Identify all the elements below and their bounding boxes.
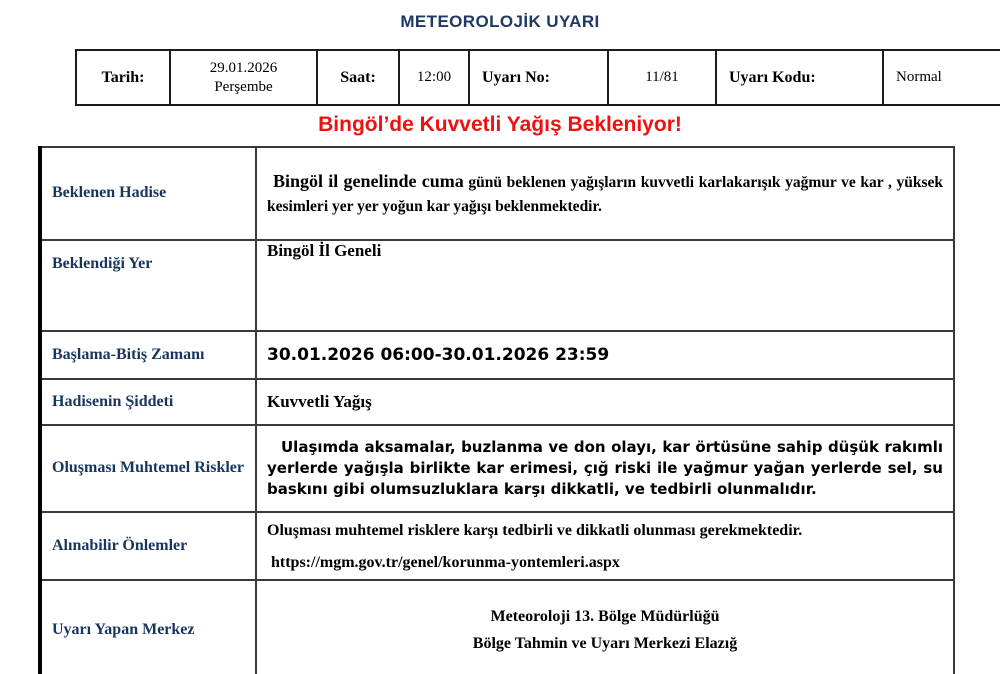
page-title: METEOROLOJİK UYARI	[400, 12, 600, 31]
severity-value	[256, 379, 954, 425]
date-value	[170, 50, 317, 105]
expected-place-text: Bingöl İl Geneli	[267, 241, 382, 260]
time-value: 12:00	[399, 50, 469, 105]
severity-text: Kuvvetli Yağış	[267, 392, 372, 411]
header-row	[76, 50, 1000, 105]
row-severity	[40, 379, 954, 425]
issuing-center-line2: Bölge Tahmin ve Uyarı Merkezi Elazığ	[472, 635, 738, 652]
expected-event-text	[267, 168, 943, 220]
severity-label: Hadisenin Şiddeti	[40, 379, 256, 425]
expected-event-label: Beklenen Hadise	[40, 147, 256, 240]
header-info-table	[75, 49, 1000, 106]
expected-event-text-lead: Bingöl il genelinde cuma	[273, 170, 464, 191]
issuing-center-value	[256, 580, 954, 674]
start-end-time-value	[256, 331, 954, 379]
issuing-center-label: Uyarı Yapan Merkez	[40, 580, 256, 674]
possible-risks-text: Ulaşımda aksamalar, buzlanma ve don olayı, kar örtüsüne sahip düşük rakımlı yerlerde yağışla birlikte kar erimesi, çığ riski ile yağmur yağan yerlerde sel, su baskını gibi olumsuzluklara karşı dikkatli, ve tedbirli olunmalıdır.	[267, 438, 943, 498]
warning-code-value: Normal	[883, 50, 1000, 105]
date-value-date: 29.01.2026	[209, 59, 278, 76]
possible-risks-value	[256, 425, 954, 512]
row-expected-event	[40, 147, 954, 240]
date-label: Tarih:	[76, 50, 170, 105]
issuing-center-text	[267, 608, 943, 653]
start-end-time-text: 30.01.2026 06:00-30.01.2026 23:59	[267, 345, 610, 365]
row-precautions	[40, 512, 954, 580]
alert-headline: Bingöl’de Kuvvetli Yağış Bekleniyor!	[318, 113, 682, 136]
row-possible-risks	[40, 425, 954, 512]
expected-place-value	[256, 240, 954, 331]
warning-detail-table	[38, 146, 955, 674]
row-expected-place	[40, 240, 954, 331]
expected-event-text-rest: günü beklenen yağışların kuvvetli karlakarışık yağmur ve kar , yüksek kesimleri yer yer yoğun kar yağışı beklenmektedir.	[267, 173, 943, 216]
precautions-label: Alınabilir Önlemler	[40, 512, 256, 580]
precautions-link[interactable]: https://mgm.gov.tr/genel/korunma-yontemleri.aspx	[271, 554, 620, 571]
date-value-day: Perşembe	[214, 78, 273, 95]
warning-no-label: Uyarı No:	[469, 50, 608, 105]
start-end-time-label: Başlama-Bitiş Zamanı	[40, 331, 256, 379]
precautions-value	[256, 512, 954, 580]
warning-no-value: 11/81	[608, 50, 716, 105]
row-start-end-time	[40, 331, 954, 379]
expected-event-value	[256, 147, 954, 240]
precautions-text: Oluşması muhtemel risklere karşı tedbirli ve dikkatli olunması gerekmektedir.	[267, 522, 803, 539]
expected-place-label: Beklendiği Yer	[40, 240, 256, 331]
warning-code-label: Uyarı Kodu:	[716, 50, 883, 105]
row-issuing-center	[40, 580, 954, 674]
possible-risks-label: Oluşması Muhtemel Riskler	[40, 425, 256, 512]
time-label: Saat:	[317, 50, 399, 105]
issuing-center-line1: Meteoroloji 13. Bölge Müdürlüğü	[490, 608, 720, 625]
